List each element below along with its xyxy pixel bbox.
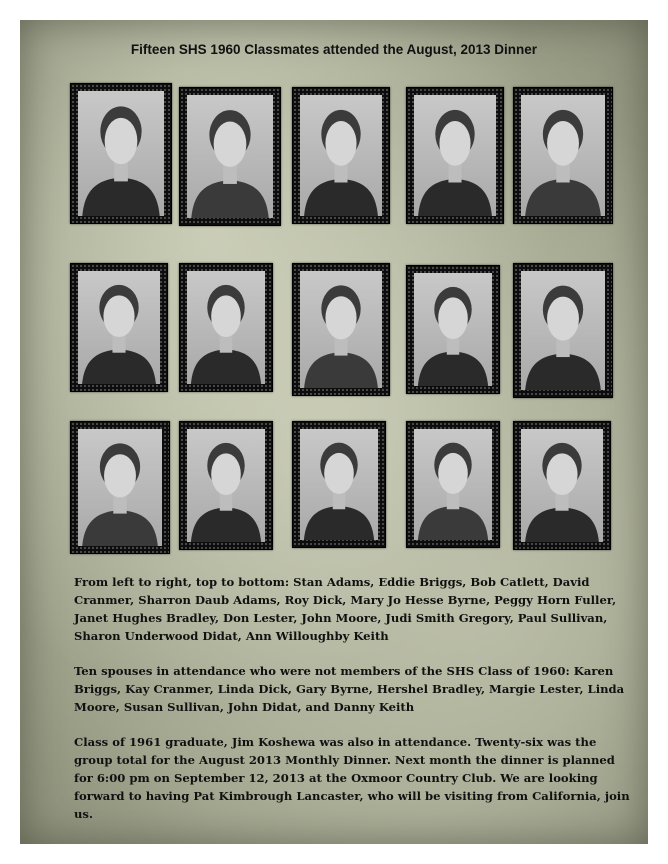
class-photo [292, 263, 390, 396]
portrait-silhouette [414, 429, 492, 540]
portrait-shoulders [525, 179, 601, 216]
portrait-face [547, 121, 579, 166]
portrait-silhouette [78, 271, 160, 384]
portrait-silhouette [300, 271, 382, 388]
class-photo [406, 265, 500, 394]
class-photo [513, 87, 613, 224]
portrait-face [104, 454, 136, 497]
portrait-face [546, 453, 577, 495]
portrait-image [187, 95, 273, 218]
class-photo [292, 87, 390, 224]
page-title: Fifteen SHS 1960 Classmates attended the August, 2013 Dinner [130, 42, 538, 57]
class-photo [513, 263, 613, 398]
portrait-silhouette [78, 91, 164, 216]
portrait-silhouette [521, 429, 603, 542]
portrait-shoulders [418, 179, 492, 216]
class-photo [179, 421, 273, 550]
class-photo [292, 421, 386, 548]
portrait-face [211, 295, 241, 337]
portrait-shoulders [418, 506, 488, 540]
portrait-image [187, 429, 265, 542]
portrait-image [414, 429, 492, 540]
portrait-face [438, 453, 468, 494]
portrait-silhouette [300, 429, 378, 540]
class-photo [70, 83, 172, 224]
portrait-shoulders [191, 349, 261, 384]
names-caption: From left to right, top to bottom: Stan Adams, Eddie Briggs, Bob Catlett, David Cranmer, Sharron Daub Adams, Roy Dick, Mary Jo Hesse Byrne, Peggy Horn Fuller, Janet Hughes Bradley, Don Lester, John Moore, Judi Smith Gregory, Paul Sullivan, Sharon Underwood Didat, Ann Willoughby Keith [74, 575, 617, 643]
portrait-face [103, 295, 134, 337]
newsletter-page [20, 20, 648, 844]
portrait-silhouette [414, 95, 496, 216]
spouses-paragraph: Ten spouses in attendance who were not members of the SHS Class of 1960: Karen Briggs, Kay Cranmer, Linda Dick, Gary Byrne, Hershel Bradley, Margie Lester, Linda Moore, Susan Sullivan, John Didat, and Danny Keith [74, 664, 625, 714]
class-photo [70, 263, 168, 392]
portrait-shoulders [304, 179, 378, 216]
portrait-image [300, 271, 382, 388]
portrait-face [439, 121, 470, 166]
portrait-face [324, 453, 354, 494]
portrait-silhouette [521, 271, 605, 390]
class-photo [406, 87, 504, 224]
portrait-image [521, 95, 605, 216]
portrait-shoulders [82, 178, 159, 216]
portrait-image [78, 429, 162, 546]
portrait-image [521, 271, 605, 390]
portrait-image [300, 95, 382, 216]
portrait-image [414, 273, 492, 386]
portrait-silhouette [521, 95, 605, 216]
portrait-face [325, 121, 356, 166]
portrait-face [547, 297, 579, 341]
portrait-image [78, 271, 160, 384]
portrait-shoulders [418, 351, 488, 386]
portrait-face [214, 121, 247, 166]
portrait-silhouette [78, 429, 162, 546]
announcement-paragraph: Class of 1961 graduate, Jim Koshewa was also in attendance. Twenty-six was the group total for the August 2013 Monthly Dinner. Next month the dinner is planned for 6:00 pm on September 12, 2013 at the Oxmoor Country Club. We are looking forward to having Pat Kimbrough Lancaster, who will be visiting from California, join us. [74, 735, 630, 821]
portrait-image [300, 429, 378, 540]
class-photo [179, 263, 273, 392]
portrait-image [521, 429, 603, 542]
portrait-face [325, 296, 356, 339]
class-photo [179, 87, 281, 226]
portrait-image [414, 95, 496, 216]
portrait-silhouette [187, 429, 265, 542]
portrait-shoulders [82, 510, 158, 546]
portrait-shoulders [525, 353, 601, 390]
class-photo [406, 421, 500, 548]
portrait-shoulders [82, 349, 156, 384]
portrait-image [78, 91, 164, 216]
portrait-silhouette [187, 95, 273, 218]
portrait-silhouette [300, 95, 382, 216]
portrait-silhouette [187, 271, 265, 384]
portrait-face [438, 297, 468, 339]
portrait-shoulders [304, 352, 378, 388]
portrait-shoulders [525, 507, 599, 542]
portrait-shoulders [304, 506, 374, 540]
class-photo [513, 421, 611, 550]
portrait-shoulders [191, 180, 268, 218]
portrait-image [187, 271, 265, 384]
portrait-shoulders [191, 507, 261, 542]
portrait-face [105, 118, 138, 164]
portrait-silhouette [414, 273, 492, 386]
portrait-face [211, 453, 241, 495]
class-photo [70, 421, 170, 554]
